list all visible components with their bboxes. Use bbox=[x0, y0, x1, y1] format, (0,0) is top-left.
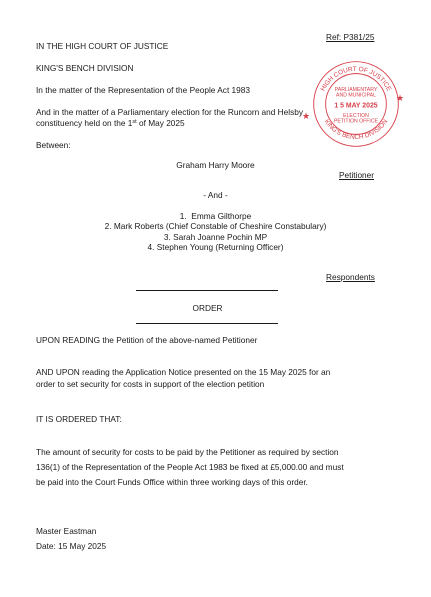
matter-election-line1: And in the matter of a Parliamentary election for the Runcorn and Helsby bbox=[36, 107, 304, 117]
signatory-name: Master Eastman bbox=[36, 526, 97, 536]
order-rule-top bbox=[136, 290, 278, 291]
court-division: KING'S BENCH DIVISION bbox=[36, 63, 134, 73]
stamp-line4: PETITION OFFICE bbox=[334, 118, 378, 125]
stamp-bottom-arc: KING'S BENCH DIVISION bbox=[322, 118, 390, 142]
court-stamp bbox=[310, 58, 405, 150]
order-date: Date: 15 May 2025 bbox=[36, 541, 107, 551]
and-separator: - And - bbox=[203, 190, 228, 200]
respondents-role: Respondents bbox=[326, 272, 375, 282]
paragraph-ordered: IT IS ORDERED THAT: bbox=[36, 414, 122, 424]
stamp-top-arc: HIGH COURT OF JUSTICE bbox=[319, 65, 393, 93]
stamp-date: 1 5 MAY 2025 bbox=[334, 102, 378, 110]
paragraph-application-line1: AND UPON reading the Application Notice presented on the 15 May 2025 for an bbox=[36, 367, 331, 377]
paragraph-upon-reading: UPON READING the Petition of the above-named Petitioner bbox=[36, 335, 258, 345]
respondent-1: 1. Emma Gilthorpe bbox=[179, 211, 252, 221]
paragraph-application-line2: order to set security for costs in support of the election petition bbox=[36, 379, 265, 389]
stamp-line3: ELECTION bbox=[343, 112, 369, 119]
stamp-line1: PARLIAMENTARY bbox=[334, 87, 378, 94]
court-name: IN THE HIGH COURT OF JUSTICE bbox=[36, 41, 169, 51]
petitioner-role: Petitioner bbox=[339, 170, 375, 180]
paragraph-security-line3: be paid into the Court Funds Office within three working days of this order. bbox=[36, 477, 308, 487]
paragraph-security-line1: The amount of security for costs to be paid by the Petitioner as required by section bbox=[36, 447, 339, 457]
stamp-star-right-icon: ★ bbox=[396, 93, 405, 103]
order-title: ORDER bbox=[192, 303, 223, 313]
respondent-3: 3. Sarah Joanne Pochin MP bbox=[163, 232, 268, 242]
order-rule-bottom bbox=[136, 323, 278, 324]
stamp-star-left-icon: ★ bbox=[302, 111, 311, 121]
petitioner-name: Graham Harry Moore bbox=[176, 160, 255, 170]
between-label: Between: bbox=[36, 140, 71, 150]
stamp-line2: AND MUNICIPAL bbox=[336, 92, 376, 99]
respondent-2: 2. Mark Roberts (Chief Constable of Cheshire Constabulary) bbox=[104, 221, 327, 231]
case-reference: Ref: P381/25 bbox=[326, 32, 375, 42]
paragraph-security-line2: 136(1) of the Representation of the People Act 1983 be fixed at £5,000.00 and must bbox=[36, 462, 344, 472]
respondent-4: 4. Stephen Young (Returning Officer) bbox=[147, 242, 284, 252]
matter-election-line2: constituency held on the 1st of May 2025 bbox=[36, 118, 185, 128]
matter-act: In the matter of the Representation of the People Act 1983 bbox=[36, 85, 251, 95]
